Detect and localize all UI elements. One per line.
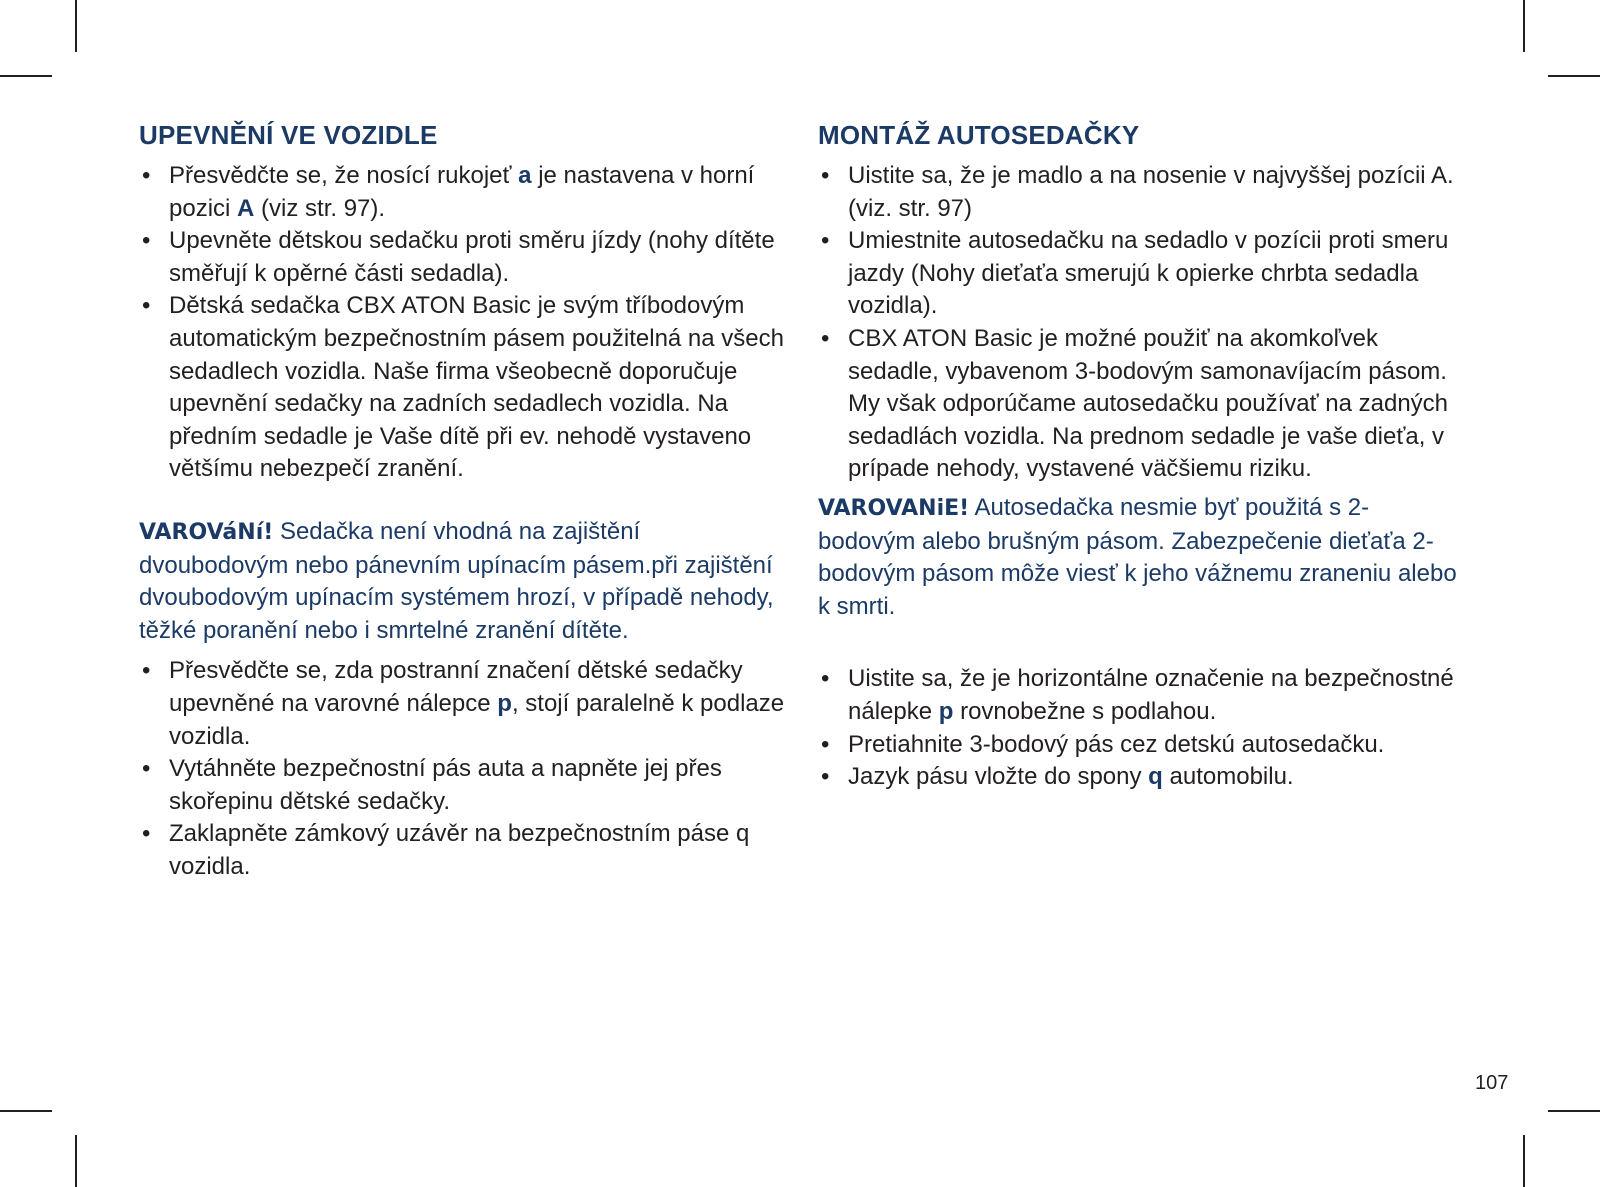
list-item: • Přesvědčte se, zda postranní značení dětské sedačky upevněné na varovné nálepce p, stojí paralelně k podlaze vozidla. (139, 655, 789, 753)
left-heading: UPEVNĚNÍ VE VOZIDLE (139, 120, 438, 150)
right-heading: MONTÁŽ AUTOSEDAČKY (818, 120, 1140, 150)
list-item: • Umiestnite autosedačku na sedadlo v pozícii proti smeru jazdy (Nohy dieťaťa smerujú k opierke chrbta sedadla vozidla). (818, 225, 1458, 323)
list-item: • Pretiahnite 3-bodový pás cez detskú autosedačku. (818, 729, 1458, 762)
list-item: • Uistite sa, že je horizontálne označenie na bezpečnostné nálepke p rovnobežne s podlahou. (818, 663, 1458, 728)
right-warning: VAROVANiE! Autosedačka nesmie byť použitá s 2-bodovým alebo brušným pásom. Zabezpečenie dieťaťa 2-bodovým pásom môže viesť k jeho vážnemu zraneniu alebo k smrti. (818, 493, 1457, 620)
crop-mark-bottom-left-vertical (75, 1135, 77, 1187)
crop-mark-top-left-vertical (75, 0, 77, 52)
warning-label: VAROVáNí! (139, 519, 274, 545)
list-item: • CBX ATON Basic je možné použiť na akomkoľvek sedadle, vybavenom 3-bodovým samonavíjacím pásom. My však odporúčame autosedačku používať na zadných sedadlách vozidla. Na prednom sedadle je vaše dieťa, v prípade nehody, vystavené väčšiemu riziku. (818, 323, 1458, 486)
left-bullet-list-1 (139, 160, 789, 486)
crop-mark-top-right-vertical (1523, 0, 1525, 52)
crop-mark-bottom-right-vertical (1523, 1135, 1525, 1187)
warning-label: VAROVANiE! (818, 495, 970, 521)
right-bullet-list-1 (818, 160, 1458, 486)
crop-mark-top-right-horizontal (1548, 75, 1600, 77)
page-number: 107 (1475, 1072, 1509, 1094)
list-item: • Zaklapněte zámkový uzávěr na bezpečnostním páse q vozidla. (139, 818, 789, 883)
list-item: • Vytáhněte bezpečnostní pás auta a napněte jej přes skořepinu dětské sedačky. (139, 753, 789, 818)
right-bullet-list-2 (818, 663, 1458, 793)
right-column (818, 118, 1458, 794)
list-item: • Jazyk pásu vložte do spony q automobilu. (818, 761, 1458, 794)
left-warning: VAROVáNí! Sedačka není vhodná na zajištění dvoubodovým nebo pánevním upínacím pásem.při zajištění dvoubodovým upínacím systémem hrozí, v případě nehody, těžké poranění nebo i smrtelné zranění dítěte. (139, 517, 774, 644)
left-column (139, 118, 789, 883)
crop-mark-bottom-right-horizontal (1548, 1110, 1600, 1112)
crop-mark-bottom-left-horizontal (0, 1110, 52, 1112)
list-item: • Upevněte dětskou sedačku proti směru jízdy (nohy dítěte směřují k opěrné části sedadla). (139, 225, 789, 290)
list-item: • Dětská sedačka CBX ATON Basic je svým tříbodovým automatickým bezpečnostním pásem použitelná na všech sedadlech vozidla. Naše firma všeobecně doporučuje upevnění sedačky na zadních sedadlech vozidla. Na předním sedadle je Vaše dítě při ev. nehodě vystaveno většímu nebezpečí zranění. (139, 290, 789, 486)
list-item: • Přesvědčte se, že nosící rukojeť a je nastavena v horní pozici A (viz str. 97). (139, 160, 789, 225)
list-item: • Uistite sa, že je madlo a na nosenie v najvyššej pozícii A. (viz. str. 97) (818, 160, 1458, 225)
crop-mark-top-left-horizontal (0, 75, 52, 77)
left-bullet-list-2 (139, 655, 789, 883)
